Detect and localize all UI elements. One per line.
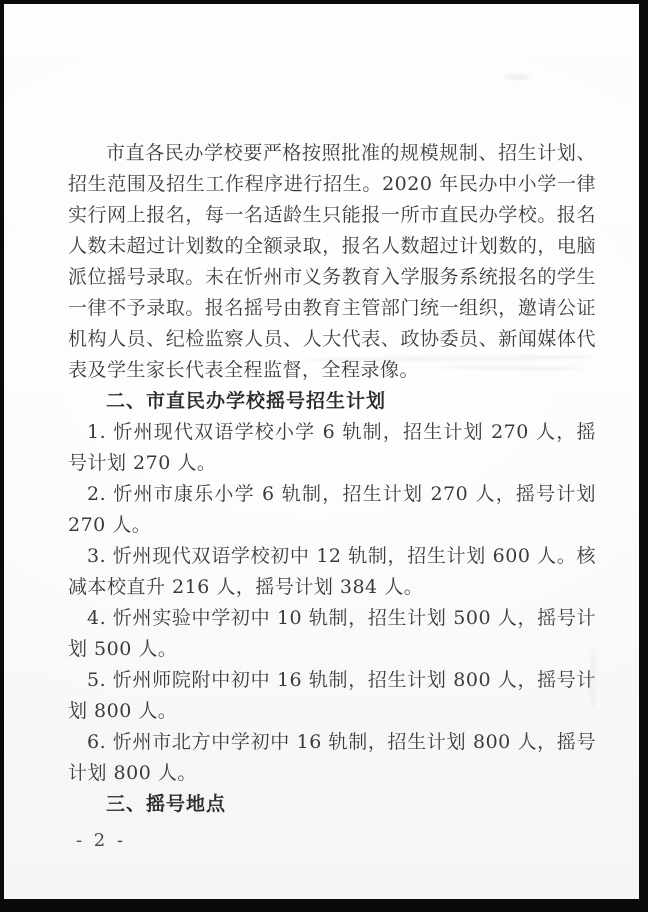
section-3-heading: 三、摇号地点 — [106, 793, 227, 815]
plan-item-6: 6. 忻州市北方中学初中 16 轨制，招生计划 800 人，摇号计划 800 人。 — [68, 731, 596, 784]
plan-item-4: 4. 忻州实验中学初中 10 轨制，招生计划 500 人，摇号计划 500 人。 — [68, 607, 596, 660]
page-number: - 2 - — [76, 830, 127, 851]
intro-paragraph: 市直各民办学校要严格按照批准的规模规制、招生计划、招生范围及招生工作程序进行招生。2020 年民办中小学一律实行网上报名，每一名适龄生只能报一所市直民办学校。报名人数未超过计划数的全额录取，报名人数超过计划数的，电脑派位摇号录取。未在忻州市义务教育入学服务系统报名的学生一律不予录取。报名摇号由教育主管部门统一组织，邀请公证机构人员、纪检监察人员、人大代表、政协委员、新闻媒体代表及学生家长代表全程监督，全程录像。 — [68, 142, 596, 381]
plan-item-1: 1. 忻州现代双语学校小学 6 轨制，招生计划 270 人，摇号计划 270 人。 — [68, 421, 596, 474]
scan-smudge — [504, 74, 530, 80]
plan-item-2: 2. 忻州市康乐小学 6 轨制，招生计划 270 人，摇号计划 270 人。 — [68, 483, 596, 536]
document-body — [68, 138, 596, 820]
plan-item-3: 3. 忻州现代双语学校初中 12 轨制，招生计划 600 人。核减本校直升 216 人，摇号计划 384 人。 — [68, 545, 596, 598]
section-2-heading: 二、市直民办学校摇号招生计划 — [106, 390, 387, 412]
plan-item-5: 5. 忻州师院附中初中 16 轨制，招生计划 800 人，摇号计划 800 人。 — [68, 669, 596, 722]
